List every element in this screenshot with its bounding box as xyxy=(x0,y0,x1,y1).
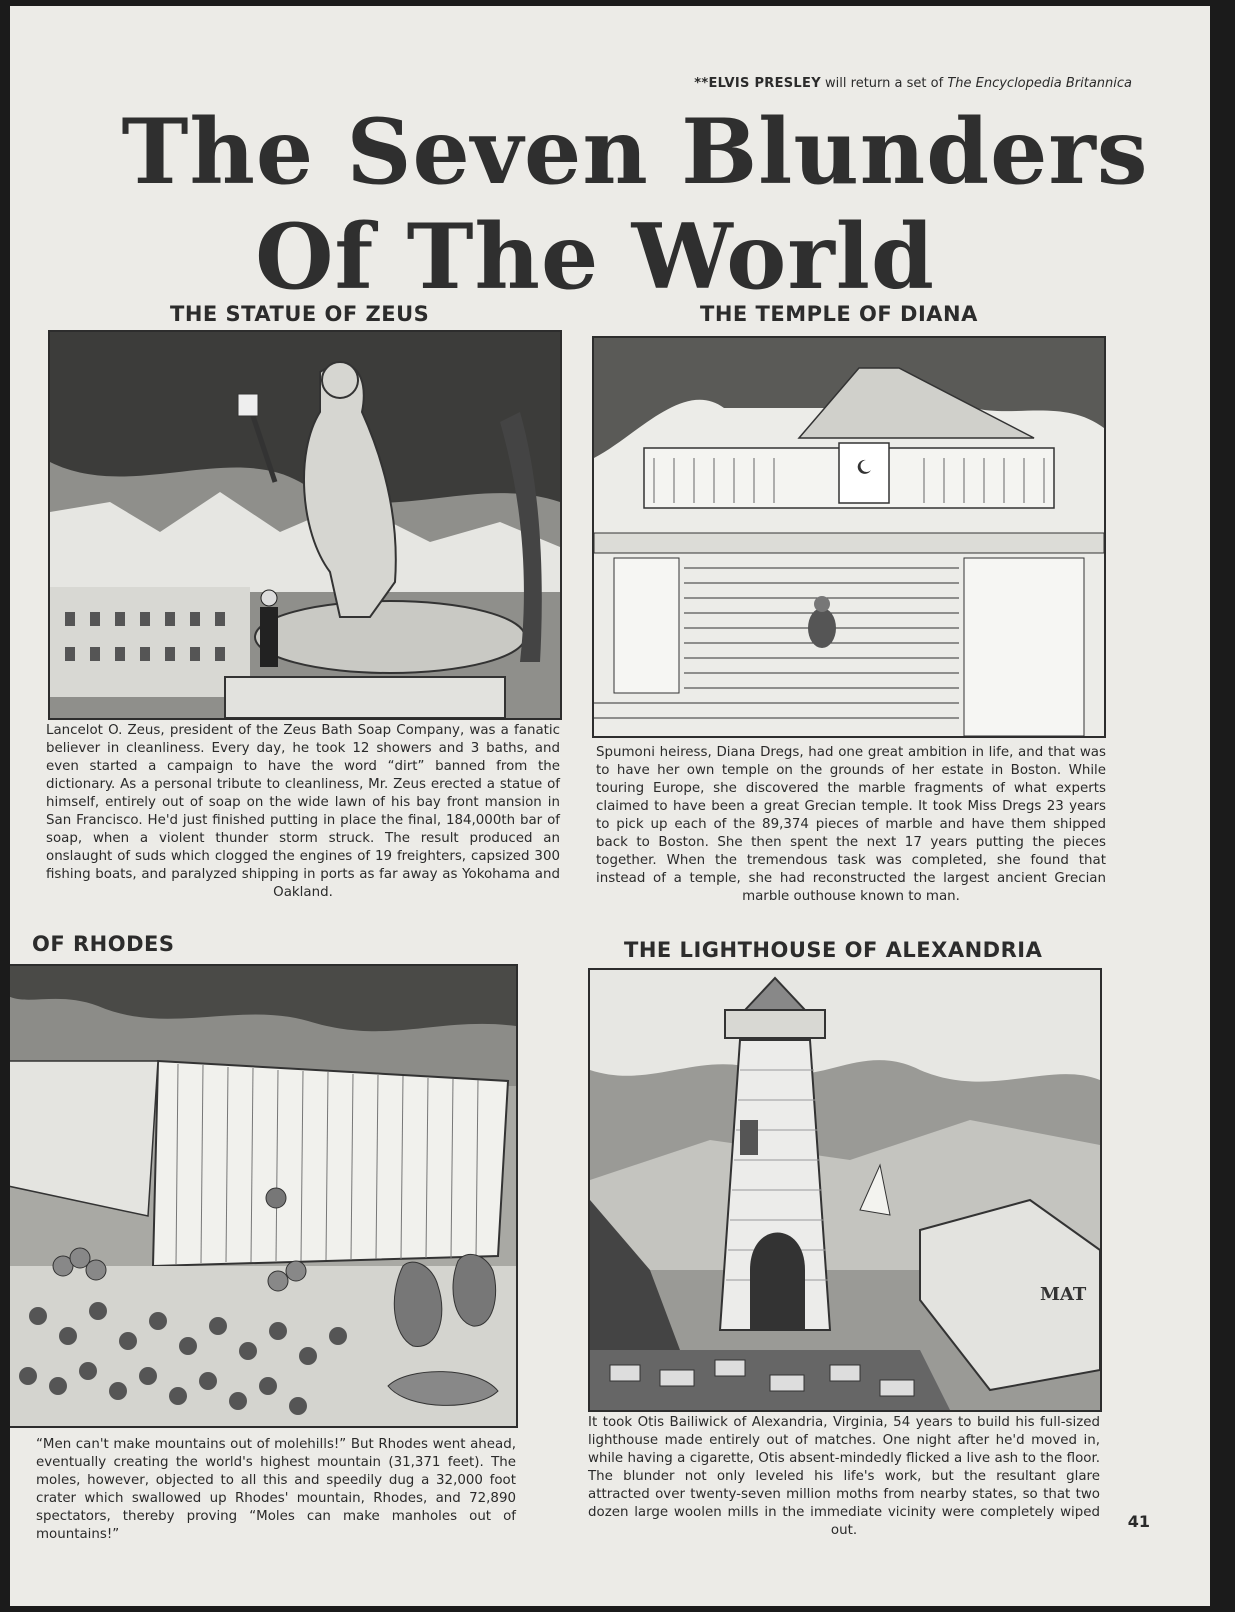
diana-figure xyxy=(808,608,836,648)
heading-statue-of-zeus: THE STATUE OF ZEUS xyxy=(170,302,430,326)
teaser-italic: The Encyclopedia Britannica xyxy=(947,76,1132,91)
balloon xyxy=(266,1188,286,1208)
lighthouse-illustration xyxy=(588,968,1102,1412)
diana-illustration xyxy=(592,336,1106,738)
teaser-text: will return a set of xyxy=(820,76,948,91)
heading-lighthouse-of-alexandria: THE LIGHTHOUSE OF ALEXANDRIA xyxy=(624,938,1043,962)
lighthouse-drawing xyxy=(590,970,1100,1410)
teaser-lead: **ELVIS PRESLEY xyxy=(694,76,821,91)
page-number: 41 xyxy=(1127,1512,1150,1531)
man-figure xyxy=(260,607,278,667)
marble-block-left xyxy=(614,558,679,693)
clouds xyxy=(590,970,1100,1082)
soap-bathtub xyxy=(255,601,525,673)
zeus-drawing xyxy=(50,332,560,718)
mole-right xyxy=(453,1254,496,1326)
teaser-line xyxy=(694,76,1132,91)
caption-temple-of-diana: Spumoni heiress, Diana Dregs, had one great ambition in life, and that was to have her own temple on the grounds of her estate in Boston. While touring Europe, she discovered the marble fragments of what experts claimed to have been a great Grecian temple. It took Miss Dregs 23 years to pick up each of the 89,374 pieces of marble and have them shipped back to Boston. She then spent the next 17 years putting the pieces together. When the tremendous task was completed, she found that instead of a temple, she had reconstructed the largest ancient Grecian marble outhouse known to man. xyxy=(596,745,1106,904)
heading-of-rhodes: OF RHODES xyxy=(32,932,175,956)
caption-of-rhodes: “Men can't make mountains out of molehills!” But Rhodes went ahead, eventually creating the world's highest mountain (31,371 feet). The moles, however, objected to all this and speedily dug a 32,000 foot crater which swallowed up Rhodes' mountain, Rhodes, and 72,890 spectators, thereby proving “Moles can make manholes out of mountains!” xyxy=(36,1437,516,1542)
statue-base xyxy=(225,677,505,718)
zeus-illustration xyxy=(48,330,562,720)
page-title-line-2: Of The World xyxy=(255,204,935,310)
caption-statue-of-zeus: Lancelot O. Zeus, president of the Zeus Bath Soap Company, was a fanatic believer in cleanliness. Every day, he took 12 showers and 3 baths, and even started a campaign to have the word “dirt” banned from the dictionary. As a personal tribute to cleanliness, Mr. Zeus erected a statue of himself, entirely out of soap on the wide lawn of his bay front mansion in San Francisco. He'd just finished putting in place the final, 184,000th bar of soap, when a violent thunder storm struck. The result produced an onslaught of suds which clogged the engines of 19 freighters, capsized 300 fishing boats, and paralyzed shipping in ports as far away as Yokohama and Oakland. xyxy=(46,723,560,900)
curtain-over-mountain xyxy=(153,1061,508,1266)
caption-lighthouse-of-alexandria: It took Otis Bailiwick of Alexandria, Virginia, 54 years to build his full-sized lighthouse made entirely out of matches. One night after he'd moved in, while having a cigarette, Otis absent-mindedly flicked a live ash to the floor. The blunder not only leveled his life's work, but the resultant glare attracted over twenty-seven million moths from nearby states, so that two dozen large woolen mills in the immediate vicinity were completely wiped out. xyxy=(588,1415,1100,1538)
magazine-page xyxy=(10,6,1210,1606)
heading-temple-of-diana: THE TEMPLE OF DIANA xyxy=(700,302,978,326)
rhodes-illustration xyxy=(10,964,518,1428)
rhodes-drawing xyxy=(10,966,516,1426)
diana-drawing xyxy=(594,338,1104,736)
marble-block-right xyxy=(964,558,1084,736)
page-title-line-1: The Seven Blunders xyxy=(121,99,1149,205)
matchbox-label: MAT xyxy=(1040,1284,1087,1305)
lighthouse-doorway xyxy=(750,1233,805,1331)
mansion xyxy=(50,587,250,697)
